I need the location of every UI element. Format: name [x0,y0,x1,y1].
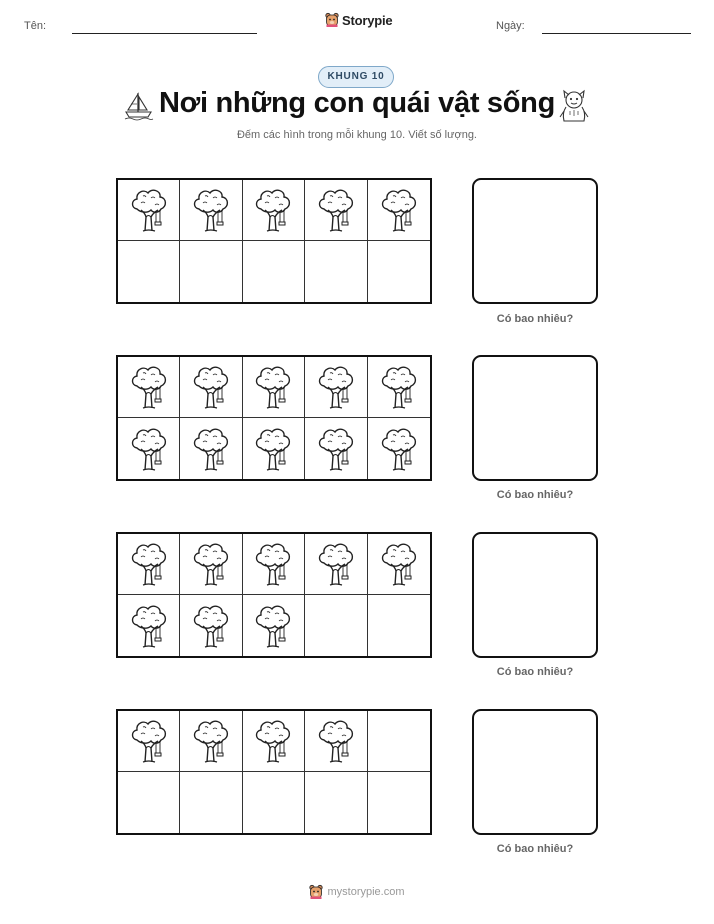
ten-frame-cell [368,180,430,241]
ten-frame-cell [368,711,430,772]
ten-frame-cell [118,772,180,833]
ten-frame-cell [243,357,305,418]
tree-with-swing-icon [316,541,356,587]
tree-with-swing-icon [129,718,169,764]
ten-frame-badge: KHUNG 10 [318,66,394,88]
ten-frame-cell [180,241,242,302]
footer-url: mystorypie.com [327,886,405,898]
tree-with-swing-icon [191,541,231,587]
tree-with-swing-icon [316,718,356,764]
ten-frame-cell [243,711,305,772]
ten-frame-cell [118,595,180,656]
ten-frame-cell [305,595,367,656]
page-title: Nơi những con quái vật sống [158,87,556,119]
bear-mascot-icon [325,12,339,28]
tree-with-swing-icon [253,718,293,764]
ten-frame-2 [116,355,432,481]
monster-icon [558,89,590,123]
ten-frame-cell [118,241,180,302]
ten-frame-cell [118,711,180,772]
answer-box-2[interactable] [472,355,598,481]
tree-with-swing-icon [379,426,419,472]
tree-with-swing-icon [316,426,356,472]
answer-box-3[interactable] [472,532,598,658]
ten-frame-cell [368,241,430,302]
ten-frame-cell [305,711,367,772]
tree-with-swing-icon [129,187,169,233]
ten-frame-cell [368,418,430,479]
ten-frame-cell [180,711,242,772]
ten-frame-cell [180,534,242,595]
ten-frame-cell [305,418,367,479]
ten-frame-cell [243,180,305,241]
ten-frame-cell [243,534,305,595]
tree-with-swing-icon [191,718,231,764]
ten-frame-cell [118,534,180,595]
ten-frame-cell [368,595,430,656]
ten-frame-cell [243,595,305,656]
ten-frame-cell [243,241,305,302]
date-label: Ngày: [496,20,525,32]
tree-with-swing-icon [379,187,419,233]
instructions: Đếm các hình trong mỗi khung 10. Viết số lượng. [236,129,477,141]
name-line[interactable] [72,33,257,34]
tree-with-swing-icon [191,364,231,410]
bear-mascot-icon [309,884,323,900]
storypie-logo [325,12,392,28]
ten-frame-cell [305,357,367,418]
ten-frame-cell [368,357,430,418]
tree-with-swing-icon [191,426,231,472]
ten-frame-cell [118,180,180,241]
tree-with-swing-icon [316,187,356,233]
count-question-1: Có bao nhiêu? [496,313,574,325]
tree-with-swing-icon [316,364,356,410]
ten-frame-cell [180,180,242,241]
tree-with-swing-icon [129,426,169,472]
tree-with-swing-icon [129,364,169,410]
ten-frame-cell [305,772,367,833]
count-question-2: Có bao nhiêu? [496,489,574,501]
tree-with-swing-icon [191,603,231,649]
ten-frame-cell [305,180,367,241]
tree-with-swing-icon [253,426,293,472]
tree-with-swing-icon [253,364,293,410]
tree-with-swing-icon [253,187,293,233]
footer [0,884,714,900]
tree-with-swing-icon [129,603,169,649]
logo-text: Storypie [342,12,393,28]
ten-frame-1 [116,178,432,304]
ten-frame-4 [116,709,432,835]
tree-with-swing-icon [379,364,419,410]
ten-frame-cell [243,772,305,833]
answer-box-4[interactable] [472,709,598,835]
ten-frame-cell [368,772,430,833]
ten-frame-cell [180,357,242,418]
count-question-4: Có bao nhiêu? [496,843,574,855]
count-question-3: Có bao nhiêu? [496,666,574,678]
ten-frame-3 [116,532,432,658]
tree-with-swing-icon [253,541,293,587]
date-line[interactable] [542,33,691,34]
tree-with-swing-icon [379,541,419,587]
ten-frame-cell [180,595,242,656]
ten-frame-cell [180,418,242,479]
name-label: Tên: [24,20,47,32]
ten-frame-cell [118,357,180,418]
ten-frame-cell [368,534,430,595]
ten-frame-cell [305,534,367,595]
ten-frame-cell [118,418,180,479]
tree-with-swing-icon [191,187,231,233]
answer-box-1[interactable] [472,178,598,304]
ten-frame-cell [305,241,367,302]
ten-frame-cell [243,418,305,479]
ten-frame-cell [180,772,242,833]
tree-with-swing-icon [253,603,293,649]
tree-with-swing-icon [129,541,169,587]
